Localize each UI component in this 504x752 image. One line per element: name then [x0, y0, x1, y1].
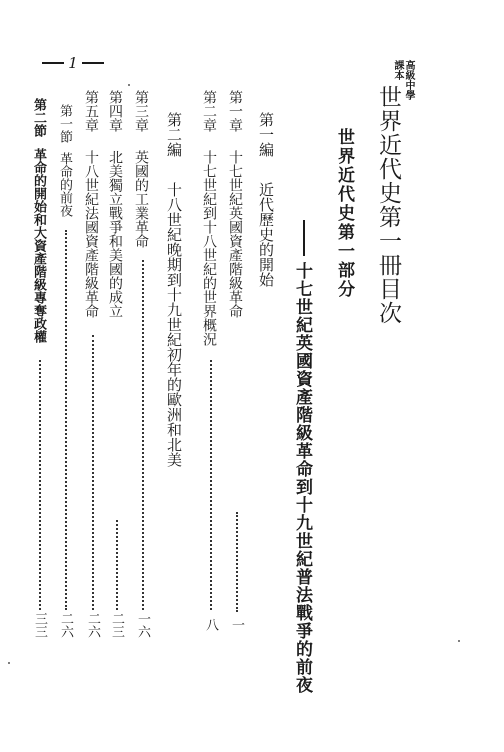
toc-ch4-label: 第四章: [107, 90, 123, 132]
page-number-marker: [28, 52, 118, 74]
toc-ch2-title: 十七世紀到十八世紀的世界概況: [201, 150, 217, 346]
toc-ch1-page: 一: [229, 618, 244, 631]
print-speck: [128, 84, 130, 86]
part-subtitle: 十七世紀英國資產階級革命到十九世紀普法戰爭的前夜: [292, 262, 312, 694]
dash-right: [82, 62, 104, 64]
print-speck: [8, 662, 10, 664]
toc-ch5-label: 第五章: [83, 90, 99, 132]
toc-ch4-leader: [116, 520, 118, 610]
series-tag-line2: 課本: [392, 60, 403, 80]
toc-sec2-label: 第二節: [31, 98, 46, 137]
subtitle-dash: [303, 220, 305, 256]
series-tag-line1: 高級中學: [403, 60, 414, 100]
toc-ch3-page: 一六: [135, 612, 150, 638]
toc-sec1-page: 二六: [58, 612, 73, 638]
toc-sec1-leader: [65, 230, 67, 610]
toc-ch2-label: 第二章: [201, 90, 217, 132]
toc-ch5-leader: [92, 335, 94, 610]
toc-sec1-title: 革命的前夜: [57, 152, 72, 217]
dash-left: [42, 62, 64, 64]
toc-ch4-title: 北美獨立戰爭和美國的成立: [107, 150, 123, 318]
toc-ch1-label: 第一章: [227, 90, 243, 132]
toc-ch5-title: 十八世紀法國資產階級革命: [83, 150, 99, 318]
toc-bian1-label: 第一編: [257, 112, 275, 157]
toc-ch3-label: 第三章: [133, 90, 149, 132]
toc-ch2-page: 八: [203, 618, 218, 631]
toc-ch1-leader: [236, 512, 238, 612]
page-number: 1: [68, 54, 78, 72]
toc-sec2-title: 革命的開始和大資產階級專奪政權: [31, 148, 46, 343]
toc-sec2-page: 三三: [32, 612, 47, 638]
book-title: 世界近代史第一冊目次: [375, 85, 401, 325]
toc-sec1-label: 第一節: [57, 104, 72, 143]
toc-sec2-leader: [39, 360, 41, 610]
toc-ch5-page: 二六: [85, 612, 100, 638]
toc-ch2-leader: [210, 360, 212, 610]
toc-ch4-page: 二三: [109, 612, 124, 638]
print-speck: [458, 640, 460, 642]
toc-ch3-leader: [142, 260, 144, 610]
toc-bian2-title: 十八世紀晚期到十九世紀初年的歐洲和北美: [165, 182, 183, 467]
toc-ch3-title: 英國的工業革命: [133, 150, 149, 248]
part-heading: 世界近代史第一部分: [334, 128, 354, 299]
toc-bian2-label: 第二編: [165, 112, 183, 157]
toc-bian1-title: 近代歷史的開始: [257, 182, 275, 287]
toc-ch1-title: 十七世紀英國資產階級革命: [227, 150, 243, 318]
